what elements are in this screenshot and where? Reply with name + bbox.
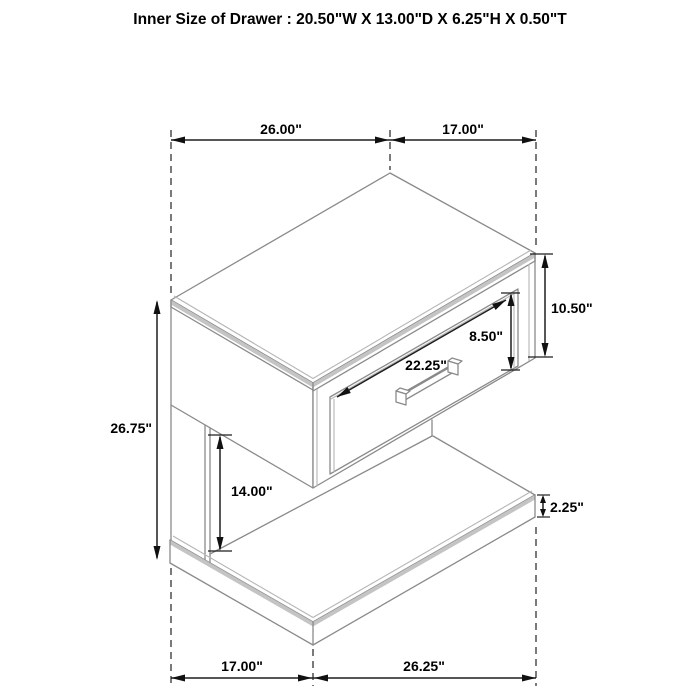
dim-cabinet-side-height [528, 254, 593, 357]
dim-base-depth-label: 17.00" [221, 658, 263, 674]
base-platform [170, 491, 535, 645]
dim-drawer-front-height-label: 8.50" [469, 328, 503, 344]
dim-drawer-front-width-label: 22.25" [405, 357, 447, 373]
handle-right-post-front [448, 361, 458, 375]
diagram-title: Inner Size of Drawer : 20.50"W X 13.00"D X 6.25"H X 0.50"T [133, 11, 567, 28]
platform-back-edge [433, 436, 535, 495]
platform-bottom-front-edge [313, 517, 535, 645]
dim-top-width [171, 121, 390, 144]
platform-top-chamfer-line [173, 491, 532, 618]
dim-base-depth [171, 658, 313, 682]
dim-base-width-label: 26.25" [403, 658, 445, 674]
dim-top-depth [390, 121, 536, 144]
dim-base-width [313, 658, 536, 682]
dim-overall-height [110, 300, 160, 560]
dim-top-depth-label: 17.00" [442, 121, 484, 137]
left-support-panel [171, 405, 210, 563]
handle-left-post-front [396, 391, 406, 405]
platform-band-front-shade [313, 495, 535, 627]
dim-shelf-opening-height-label: 14.00" [231, 483, 273, 499]
platform-band-left-shade [170, 540, 313, 627]
dim-base-thickness [537, 495, 584, 517]
dim-base-thickness-label: 2.25" [550, 499, 584, 515]
dim-cabinet-side-height-label: 10.50" [551, 300, 593, 316]
dim-overall-height-label: 26.75" [110, 420, 152, 436]
dim-top-width-label: 26.00" [260, 121, 302, 137]
nightstand-drawing [170, 173, 535, 645]
